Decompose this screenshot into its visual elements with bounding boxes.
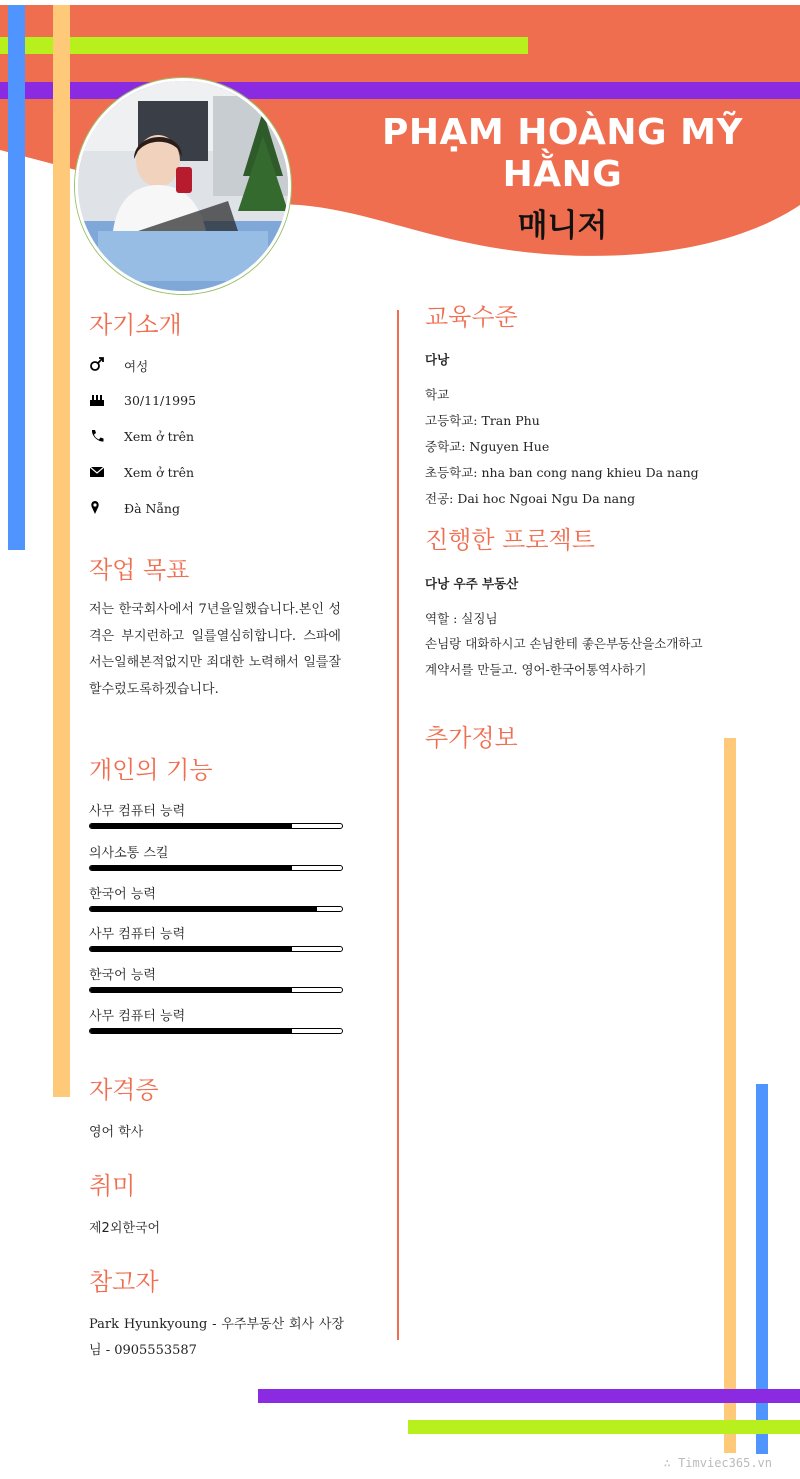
phone-value: Xem ở trên [124,429,195,444]
education-heading: 교육수준 [425,303,518,331]
skill-label: 한국어 능력 [89,968,156,983]
hobbies-text: 제2외한국어 [89,1221,161,1236]
skill-label: 한국어 능력 [89,887,156,902]
skill-label: 사무 컴퓨터 능력 [89,804,186,819]
stripe-purple-top [0,82,800,99]
skill-bar-fill [90,947,292,951]
email-value: Xem ở trên [124,465,195,480]
skill-bar [89,946,343,952]
skill-item [89,800,341,829]
references-heading: 참고자 [89,1268,159,1296]
skill-label: 사무 컴퓨터 능력 [89,927,186,942]
envelope-icon [89,464,107,482]
job-title: 매니저 [517,208,608,244]
candidate-name: PHẠM HOÀNG MỸ HẰNG [382,112,743,195]
education-line: 학교 [425,387,450,402]
skill-bar-fill [90,824,292,828]
references-text: Park Hyunkyoung - 우주부동산 회사 사장님 - 0905553587 [89,1317,344,1358]
stripe-peach-right [724,738,736,1453]
goal-heading: 작업 목표 [89,556,190,584]
skill-item [89,964,341,993]
profile-photo [75,78,291,294]
certificates-text: 영어 학사 [89,1125,144,1140]
location-value: Đà Nẵng [124,501,180,516]
intro-heading: 자기소개 [89,311,182,339]
gender-value: 여성 [124,359,149,374]
skill-bar [89,1028,343,1034]
hobbies-heading: 취미 [89,1172,136,1200]
birthday-value: 30/11/1995 [124,393,197,408]
skill-label: 사무 컴퓨터 능력 [89,1009,186,1024]
education-place: 다낭 [425,352,450,367]
certificates-heading: 자격증 [89,1076,159,1104]
project-description: 손님랑 대화하시고 손님한테 좋은부동산을소개하고 계약서를 만들고. 영어-한국어통역사하기 [425,636,703,677]
skill-bar [89,906,343,912]
education-line: 전공: Dai hoc Ngoai Ngu Da nang [425,491,636,506]
skill-item [89,842,341,871]
education-line: 중학교: Nguyen Hue [425,439,550,454]
skill-bar [89,865,343,871]
projects-heading: 진행한 프로젝트 [425,526,595,554]
stripe-purple-bottom [258,1389,800,1403]
goal-text: 저는 한국회사에서 7년을일했습니다.본인 성격은 부지런하고 일를열심히합니다. 스파에서는일해본적없지만 죄대한 노력해서 일를잘할수렀도록하겠습니다. [89,602,341,697]
watermark: ∴ Timviec365.vn [663,1456,772,1470]
gender-icon [89,356,107,374]
phone-icon [89,428,107,446]
skill-bar-fill [90,988,292,992]
skill-bar-fill [90,907,317,911]
skill-bar-fill [90,866,292,870]
education-line: 고등학교: Tran Phu [425,413,540,428]
stripe-blue-left [8,5,25,550]
skill-item [89,883,341,912]
skill-item [89,923,341,952]
stripe-lime-bottom [408,1420,800,1434]
extra-info-heading: 추가정보 [425,724,518,752]
stripe-peach-left [53,5,70,1097]
skills-heading: 개인의 기능 [89,756,213,784]
project-role: 역할 : 실징님 [425,611,498,626]
skill-bar-fill [90,1029,292,1033]
education-line: 초등학교: nha ban cong nang khieu Da nang [425,465,699,480]
skill-bar [89,987,343,993]
project-title: 다낭 우주 부동산 [425,576,519,591]
birthday-cake-icon [89,392,107,410]
stripe-lime-top [0,37,528,54]
skill-bar [89,823,343,829]
skill-item [89,1005,341,1034]
location-pin-icon [89,500,107,518]
column-divider [397,310,399,1340]
skill-label: 의사소통 스킬 [89,846,169,861]
